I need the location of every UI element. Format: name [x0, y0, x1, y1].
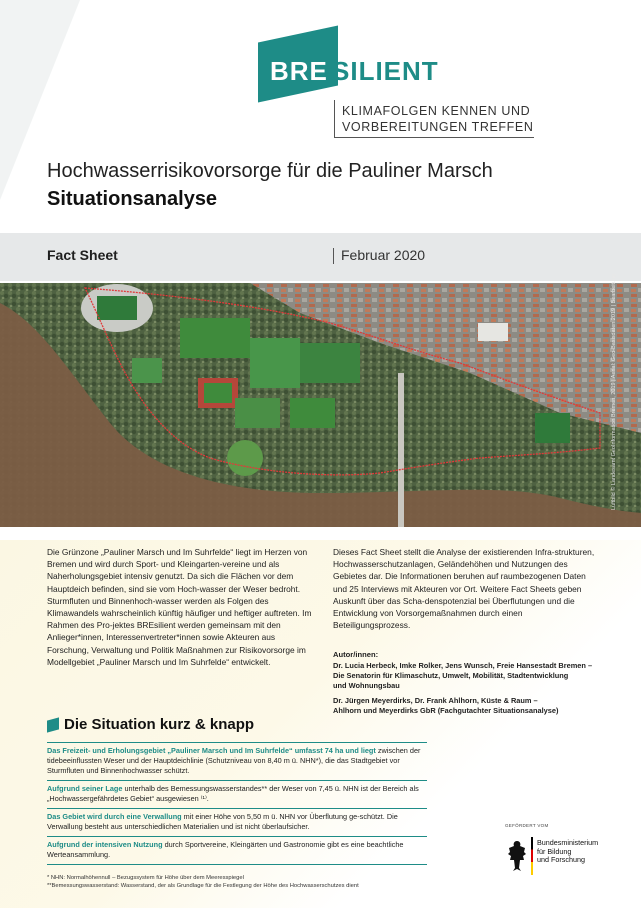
author-line: Dr. Lucia Herbeck, Imke Rolker, Jens Wunsch, Freie Hansestadt Bremen – [333, 661, 593, 670]
fact-sheet-divider [333, 248, 334, 264]
situation-item-text: durch Sportvereine, Kleingärten und Gastronomie gibt es eine beachtliche Werteansammlung. [47, 840, 404, 859]
authors-heading: Autor/innen: [333, 650, 379, 659]
situation-item-text: mit einer Höhe von 5,50 m ü. NHN vor Überflutung ge-schützt. Die Verwallung besteht aus unterschiedlichen Materialien und ist nicht überlaufsicher. [47, 812, 398, 831]
document-title: Hochwasserrisikovorsorge für die Pauliner Marsch [47, 160, 493, 182]
tagline-line-2: VORBEREITUNGEN TREFFEN [342, 120, 534, 134]
situation-item-text: unterhalb des Bemessungswasserstandes** der Weser von 7,45 ü. NHN ist der Bereich als „Hochwassergefährdetes Gebiet“ ausgewiesen ⁽¹⁾. [47, 784, 419, 803]
situation-item-highlight: Aufgrund seiner Lage [47, 784, 123, 793]
author-line: Dr. Jürgen Meyerdirks, Dr. Frank Ahlhorn, Küste & Raum – [333, 696, 538, 705]
fact-sheet-label: Fact Sheet [47, 247, 118, 263]
ministry-line-3: und Forschung [537, 855, 585, 864]
situation-item [47, 809, 427, 837]
situation-item [47, 837, 427, 865]
photo-credit [597, 273, 637, 520]
situation-list [47, 742, 427, 865]
ministry-line-1: Bundesministerium [537, 838, 599, 847]
photo-credit-text: Luftbild © Landesamt GeoInformation Bremen, 2019 | Aerial: Geo-Basisdaten 2019 | Bearbeitung [611, 273, 617, 510]
logo-text-silient: SILIENT [332, 56, 439, 86]
fact-sheet-date: Februar 2020 [341, 247, 426, 263]
intro-text-left: Die Grünzone „Pauliner Marsch und Im Suhrfelde“ liegt im Herzen von Bremen und wird durch Sport- und Kleingarten-vereine und als Naherholungsgebiet intensiv genutzt. Da sich die Flächen vor dem Hauptdeich befinden, sind sie vom Hoch-wasser der Weser bedroht. Sturmfluten und Binnenhoch-wasser werden als Folgen des Klimawandels wahrscheinlich künftig häufiger und heftiger auftreten. Im Rahmen des Pro-jektes BREsilient werden gemeinsam mit den Anlieger*innen, Interessenvertreter*innen sowie Akteuren aus Forschung, Verwaltung und Politik Maßnahmen zur Risikovorsorge im Modellgebiet „Pauliner Marsch und Im Suhrfelde“ entwickelt. [47, 547, 312, 667]
aerial-photo [0, 283, 641, 527]
author-line: und Wohnungsbau [333, 681, 400, 690]
author-line: Die Senatorin für Klimaschutz, Umwelt, Mobilität, Stadtentwicklung [333, 671, 569, 680]
situation-item-highlight: Aufgrund der intensiven Nutzung [47, 840, 163, 849]
ministry-name [537, 839, 598, 865]
logo-text-bre: BRE [270, 56, 328, 86]
authors-group-2 [333, 696, 603, 716]
situation-item-highlight: Das Gebiet wird durch eine Verwallung [47, 812, 182, 821]
intro-text-right: Dieses Fact Sheet stellt die Analyse der existierenden Infra-strukturen, Hochwasserschutzanlagen, Geländehöhen und Nutzungen des Gebietes dar. Die Informationen beruhen auf raumbezogenen Daten und 25 Interviews mit Akteuren vor Ort. Weitere Fact Sheets geben Auskunft über das Scha-denspotenzial bei Überflutungen und die Entwicklung von Vorsorgemaßnahmen durch einen Beteiligungsprozess. [333, 547, 595, 631]
german-flag-bar [531, 837, 533, 875]
footnote-nhn: * NHN: Normalhöhennull – Bezugssystem für Höhe über dem Meeresspiegel [47, 875, 244, 881]
footnote-bemessung: **Bemessungswasserstand: Wasserstand, der als Grundlage für die Festlegung der Höhe des Hochwasserschutzes dient [47, 883, 359, 889]
author-line: Ahlhorn und Meyerdirks GbR (Fachgutachter Situationsanalyse) [333, 706, 559, 715]
situation-item-highlight: Das Freizeit- und Erholungsgebiet „Pauliner Marsch und Im Suhrfelde“ umfasst 74 ha und liegt [47, 746, 376, 755]
situation-item-text: zwischen der tidebeeinflussten Weser und der Hauptdeichlinie (Schutzniveau von 8,40 m ü. NHN*), die das Stadtgebiet vor Sturmfluten und Binnenhochwasser schützt. [47, 746, 421, 775]
situation-item [47, 742, 427, 781]
document-subtitle: Situationsanalyse [47, 188, 218, 210]
authors-group-1 [333, 661, 603, 691]
ministry-line-2: für Bildung [537, 846, 572, 856]
tagline-line-1: KLIMAFOLGEN KENNEN UND [342, 104, 531, 118]
situation-heading: Die Situation kurz & knapp [64, 716, 255, 733]
funding-label: GEFÖRDERT VOM [505, 823, 549, 828]
aerial-photo-graphic [0, 283, 641, 527]
eagle-icon [505, 838, 529, 874]
situation-item [47, 781, 427, 809]
